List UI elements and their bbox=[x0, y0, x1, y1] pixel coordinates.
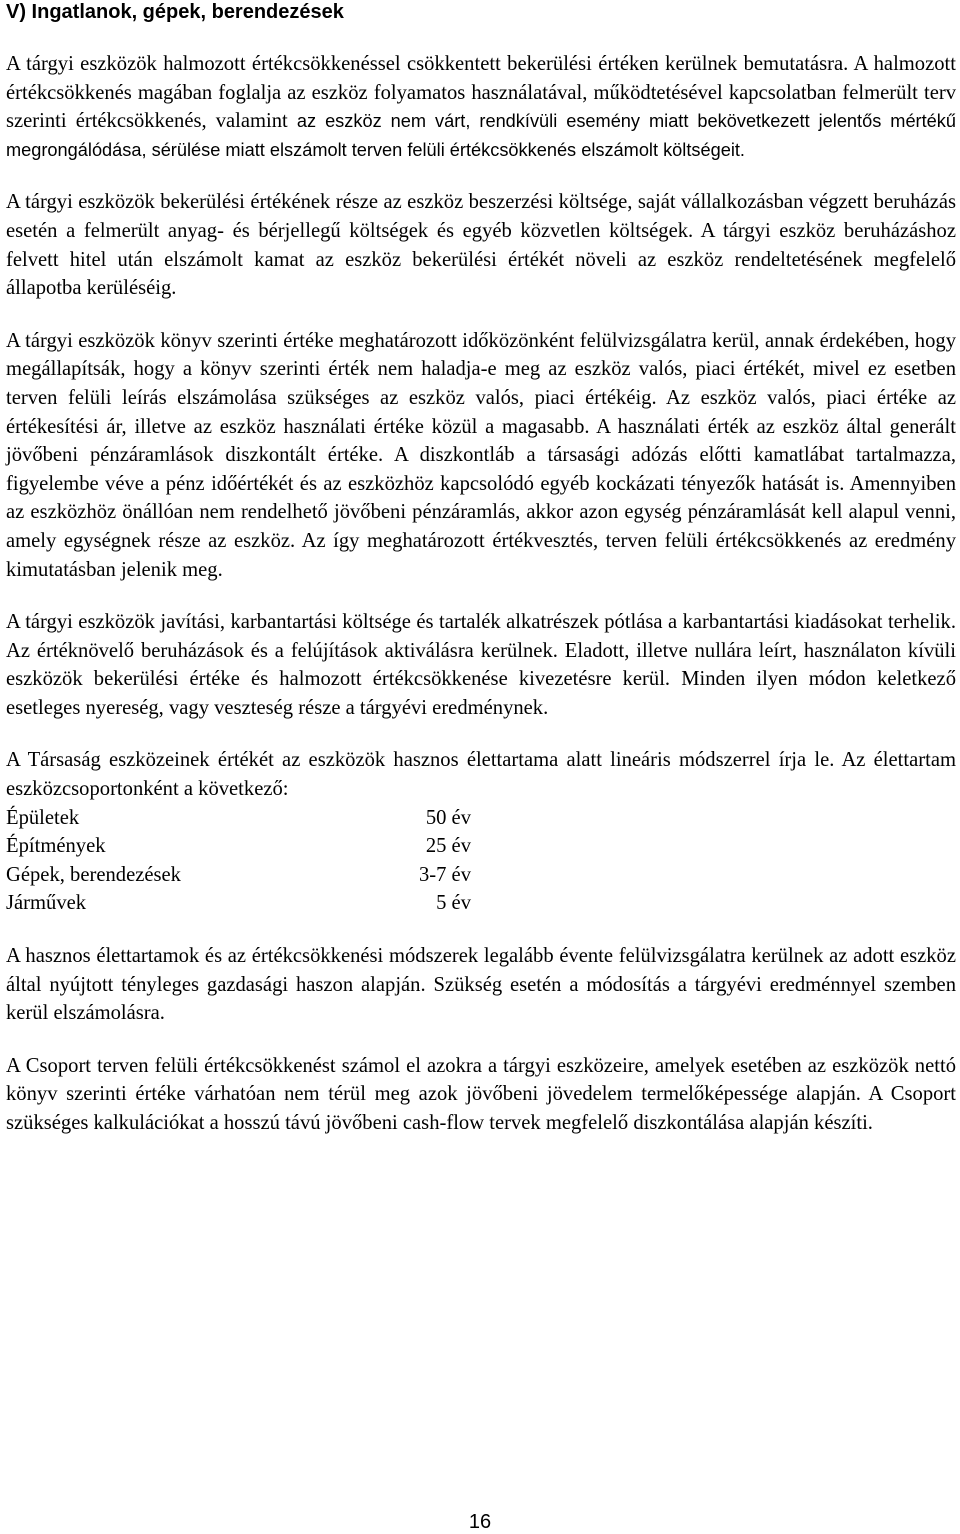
useful-life-table bbox=[6, 804, 956, 918]
useful-life-row bbox=[6, 889, 956, 918]
useful-life-row bbox=[6, 861, 956, 890]
paragraph-annual-review: A hasznos élettartamok és az értékcsökkenési módszerek legalább évente felülvizsgálatra kerülnek az adott eszköz által nyújtott tényleges gazdasági haszon alapján. Szükség esetén a módosítás a tárgyévi eredménnyel szemben kerül elszámolásra. bbox=[6, 945, 956, 1025]
paragraph-impairment-review: A tárgyi eszközök könyv szerinti értéke meghatározott időközönként felülvizsgálatra kerül, annak érdekében, hogy megállapítsák, hogy a könyv szerinti érték nem haladja-e meg az eszköz valós, piaci értékét, mivel ez esetben terven felüli leírás elszámolása szükséges az eszköz valós, piaci értékéig. Az eszköz valós, piaci értéke az értékesítési ár, illetve az eszköz használati értéke közül a magasabb. A használati érték az eszköz által generált jövőbeni pénzáramlások diszkontált értéke. A diszkontláb a társasági adózás előtti kamatlábat tartalmazza, figyelembe véve a pénz időértékét és az eszközhöz kapcsolódó egyéb kockázati tényezők hatását is. Amennyiben az eszközhöz önállóan nem rendelhető jövőbeni pénzáramlás, akkor azon egység pénzáramlását kell alapul venni, amely egységnek része az eszköz. Az így meghatározott értékvesztés, terven felüli értékcsökkenés az eredmény kimutatásban jelenik meg. bbox=[6, 329, 956, 581]
document-page bbox=[6, 0, 956, 1138]
useful-life-row bbox=[6, 832, 956, 861]
paragraph-depreciation-method: A Társaság eszközeinek értékét az eszközök hasznos élettartama alatt lineáris módszerrel írja le. Az élettartam eszközcsoportonként a következő: bbox=[6, 749, 956, 801]
asset-group: Gépek, berendezések bbox=[6, 863, 181, 886]
asset-group: Építmények bbox=[6, 835, 106, 858]
paragraph-acquisition-cost: A tárgyi eszközök bekerülési értékének része az eszköz beszerzési költsége, saját vállalkozásban végzett beruházás esetén a felmerült anyag- és bérjellegű költségek és egyéb közvetlen költségek. A tárgyi eszköz beruházáshoz felvett hitel után elszámolt kamat az eszköz bekerülési értékét növeli az eszköz rendeltetésének megfelelő állapotba kerüléséig. bbox=[6, 191, 956, 300]
paragraph-text: A tárgyi eszközök halmozott értékcsökkenéssel csökkentett bekerülési értéken kerülnek bemutatásra. A halmozott értékcsökkenés magában foglalja az eszköz folyamatos használatával, működtetésével kapcsolatban felmerült terv szerinti értékcsökkenés, valamint bbox=[6, 53, 956, 133]
useful-life-years: 50 év bbox=[425, 806, 471, 829]
page-number: 16 bbox=[468, 1511, 492, 1533]
useful-life-years: 5 év bbox=[436, 892, 471, 915]
paragraph-text-sans: az eszköz nem várt, rendkívüli esemény miatt bekövetkezett jelentős mértékű megrongálódása, sérülése miatt elszámolt terven felüli értékcsökkenés elszámolt költségeit. bbox=[6, 111, 956, 160]
useful-life-years: 25 év bbox=[425, 835, 471, 858]
section-title: V) Ingatlanok, gépek, berendezések bbox=[6, 1, 344, 23]
paragraph-group-impairment: A Csoport terven felüli értékcsökkenést számol el azokra a tárgyi eszközeire, amelyek esetében az eszközök nettó könyv szerinti értéke várhatóan nem térül meg azok jövőbeni jövedelem termelőképessége alapján. A Csoport szükséges kalkulációkat a hosszú távú jövőbeni cash-flow tervek megfelelő diszkontálása alapján készíti. bbox=[6, 1054, 956, 1134]
asset-group: Járművek bbox=[6, 892, 87, 915]
asset-group: Épületek bbox=[6, 806, 80, 829]
useful-life-row bbox=[6, 804, 956, 833]
useful-life-years: 3-7 év bbox=[418, 863, 471, 886]
paragraph-accumulated-depreciation bbox=[6, 50, 956, 164]
paragraph-maintenance-costs: A tárgyi eszközök javítási, karbantartási költsége és tartalék alkatrészek pótlása a karbantartási kiadásokat terhelik. Az értéknövelő beruházások és a felújítások aktiválásra kerülnek. Eladott, illetve nullára leírt, használaton kívüli eszközök bekerülési értéke és halmozott értékcsökkenése kivezetésre kerül. Minden ilyen módon keletkező esetleges nyereség, vagy veszteség része a tárgyévi eredménynek. bbox=[6, 611, 956, 719]
